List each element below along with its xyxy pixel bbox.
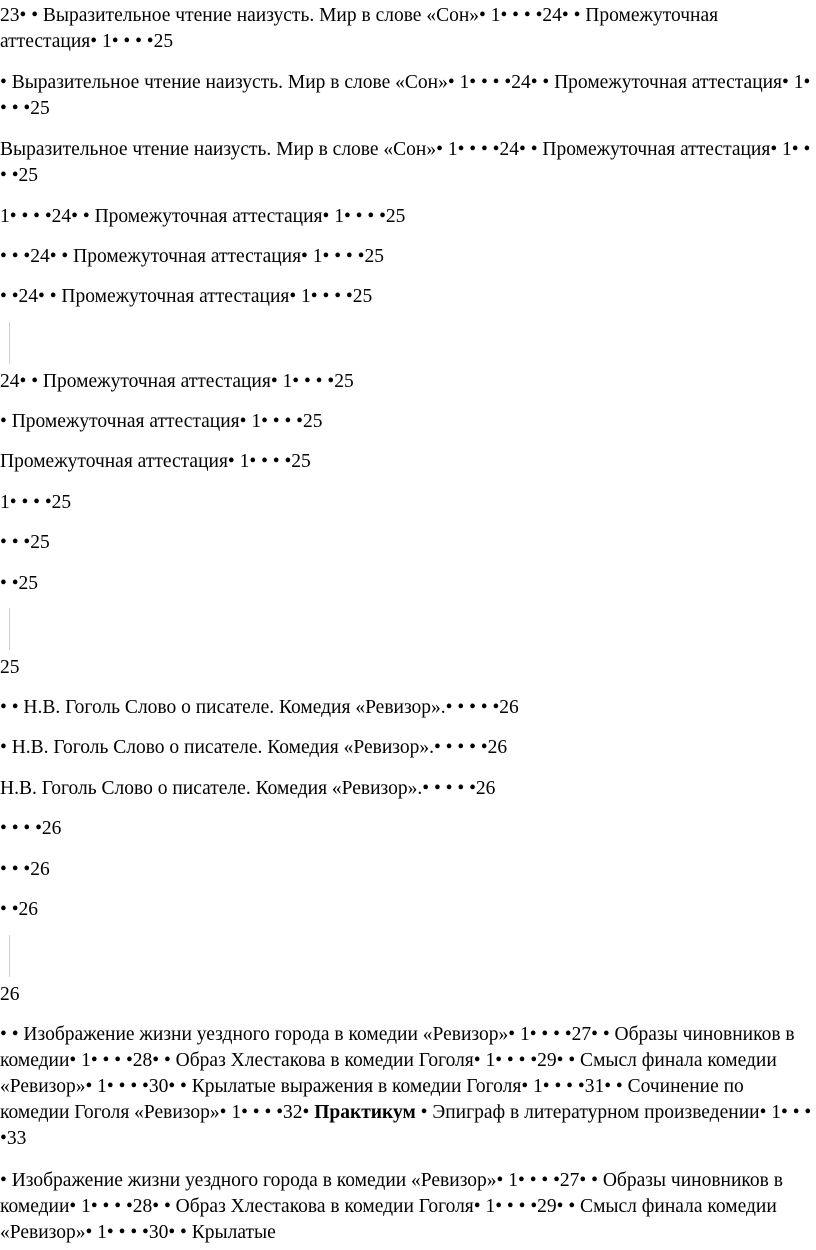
paragraph-text: • Изображение жизни уездного города в комедии «Ревизор»• 1• • • •27• • Образы чиновников в комедии• 1• • • •28• • Образ Хлестакова в комедии Гоголя• 1• • • •29• • Смысл финала комедии «Ревизор»• 1• • • •30• • Крылатые (0, 1170, 783, 1243)
paragraph-text: • Эпиграф в литературном произведении• 1• • • •33 (0, 1102, 812, 1149)
text-line: Выразительное чтение наизусть. Мир в слове «Сон»• 1• • • •24• • Промежуточная аттестация• 1• • • •25 (0, 139, 811, 186)
text-line: • Н.В. Гоголь Слово о писателе. Комедия «Ревизор».• • • • •26 (0, 737, 508, 758)
text-paragraph (0, 1022, 814, 1152)
text-line: 24• • Промежуточная аттестация• 1• • • •25 (0, 371, 354, 392)
text-line: 23• • Выразительное чтение наизусть. Мир в слове «Сон»• 1• • • •24• • Промежуточная аттестация• 1• • • •25 (0, 5, 719, 52)
text-paragraph (0, 1168, 814, 1246)
text-line: • •24• • Промежуточная аттестация• 1• • • •25 (0, 286, 373, 307)
page-break-marker (9, 322, 10, 364)
bold-term: Практикум (314, 1102, 416, 1123)
text-line: • • • •26 (0, 818, 62, 839)
text-line: • • •26 (0, 859, 50, 880)
page-break-marker (9, 608, 10, 650)
text-line: Промежуточная аттестация• 1• • • •25 (0, 451, 311, 472)
text-line: • •26 (0, 899, 39, 920)
text-line: • • Н.В. Гоголь Слово о писателе. Комедия «Ревизор».• • • • •26 (0, 697, 519, 718)
text-line: 26 (0, 984, 20, 1005)
text-line: Н.В. Гоголь Слово о писателе. Комедия «Ревизор».• • • • •26 (0, 778, 496, 799)
text-line: 1• • • •25 (0, 492, 72, 513)
paragraph-text: • • Изображение жизни уездного города в комедии «Ревизор»• 1• • • •27• • Образы чиновников в комедии• 1• • • •28• • Образ Хлестакова в комедии Гоголя• 1• • • •29• • Смысл финала комедии «Ревизор»• 1• • • •30• • Крылатые выражения в комедии Гоголя• 1• • • •31• • Сочинение по комедии Гоголя «Ревизор»• 1• • • •32• (0, 1024, 795, 1123)
text-line: 25 (0, 657, 20, 678)
page-break-marker (9, 935, 10, 977)
text-line: • Промежуточная аттестация• 1• • • •25 (0, 411, 323, 432)
text-line: 1• • • •24• • Промежуточная аттестация• 1• • • •25 (0, 206, 406, 227)
text-line: • •25 (0, 573, 39, 594)
text-line: • • •25 (0, 532, 50, 553)
text-line: • • •24• • Промежуточная аттестация• 1• • • •25 (0, 246, 384, 267)
text-line: • Выразительное чтение наизусть. Мир в слове «Сон»• 1• • • •24• • Промежуточная аттестация• 1• • • •25 (0, 72, 811, 119)
